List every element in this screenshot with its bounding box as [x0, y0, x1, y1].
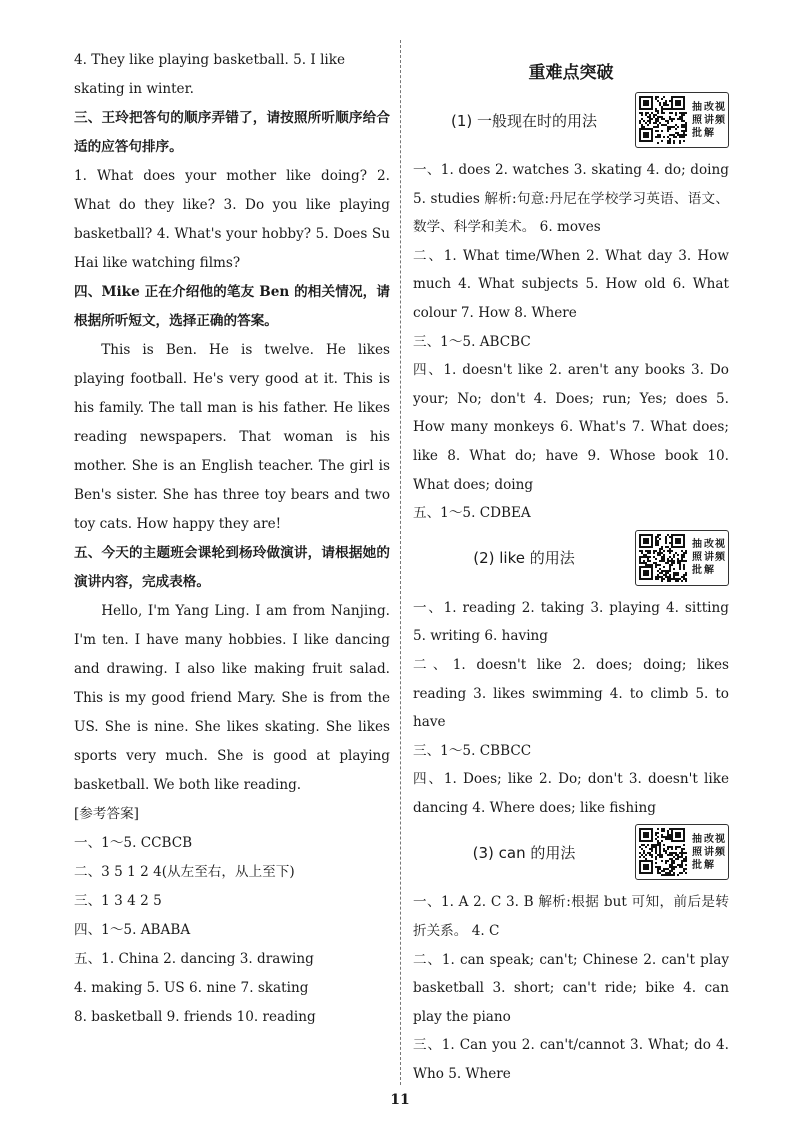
- qr-code-block[interactable]: [635, 530, 729, 586]
- subsection-title: (2) like 的用法: [473, 549, 575, 568]
- answer-line: 二、1. can speak; can't; Chinese 2. can't play basketball 3. short; can't ride; bike 4. can play the piano: [413, 951, 729, 1025]
- answer-line: 三、1～5. ABCBC: [413, 333, 531, 350]
- answer-key-label: [参考答案]: [74, 806, 139, 822]
- section-5-passage: Hello, I'm Yang Ling. I am from Nanjing. I'm ten. I have many hobbies. I like dancing and drawing. I also like making fruit salad. This is my good friend Mary. She is from the US. She is nine. She likes skating. She likes sports very much. She is good at playing basketball. We both like reading.: [74, 603, 390, 793]
- answer-line: 4. making 5. US 6. nine 7. skating: [74, 980, 309, 996]
- answer-line: 8. basketball 9. friends 10. reading: [74, 1009, 316, 1025]
- answer-line: 三、1～5. CBBCC: [413, 742, 532, 759]
- column-divider: [400, 40, 401, 1085]
- text-line: 4. They like playing basketball. 5. I like: [74, 52, 346, 68]
- answer-line: 四、1. doesn't like 2. aren't any books 3. Do your; No; don't 4. Does; run; Yes; does 5. How many monkeys 6. What's 7. What does; like 8. What do; have 9. Whose book 10. What does; doing: [413, 362, 729, 493]
- subsection-header-1: [413, 90, 729, 150]
- page-number: 11: [390, 1092, 410, 1108]
- answer-line: 四、1. Does; like 2. Do; don't 3. doesn't like dancing 4. Where does; like fishing: [413, 771, 729, 816]
- subsection-header-2: [413, 528, 729, 588]
- section-3-heading: 三、王玲把答句的顺序弄错了，请按照所听顺序给合适的应答句排序。: [74, 110, 390, 155]
- answer-line: 一、1～5. CCBCB: [74, 835, 193, 851]
- qr-label: 抽 照 批 改 讲 解 视 频: [692, 833, 725, 871]
- left-column: [74, 46, 390, 1032]
- qr-code-block[interactable]: [635, 824, 729, 880]
- text-line: skating in winter.: [74, 81, 194, 97]
- section-5-heading: 五、今天的主题班会课轮到杨玲做演讲，请根据她的演讲内容，完成表格。: [74, 545, 390, 590]
- answer-line: 二、3 5 1 2 4(从左至右，从上至下): [74, 864, 295, 880]
- qr-code-block[interactable]: [635, 92, 729, 148]
- answer-line: 五、1～5. CDBEA: [413, 505, 531, 522]
- answer-line: 一、1. reading 2. taking 3. playing 4. sitting 5. writing 6. having: [413, 599, 729, 645]
- answer-line: 五、1. China 2. dancing 3. drawing: [74, 951, 314, 967]
- right-column: [413, 46, 729, 1089]
- answer-line: 一、1. A 2. C 3. B 解析:根据 but 可知，前后是转折关系。 4. C: [413, 894, 729, 940]
- answer-line: 二、1. What time/When 2. What day 3. How much 4. What subjects 5. How old 6. What colour 7. How 8. Where: [413, 247, 729, 321]
- qr-code-icon: [639, 96, 687, 144]
- section-3-body: 1. What does your mother like doing? 2. What do they like? 3. Do you like playing basketball? 4. What's your hobby? 5. Does Su Hai like watching films?: [74, 168, 390, 271]
- answer-line: 三、1. Can you 2. can't/cannot 3. What; do 4. Who 5. Where: [413, 1037, 729, 1083]
- section-heading: 重难点突破: [528, 63, 614, 83]
- qr-code-icon: [639, 828, 687, 876]
- answer-line: 三、1 3 4 2 5: [74, 893, 162, 909]
- answer-line: 一、1. does 2. watches 3. skating 4. do; doing 5. studies 解析:句意:丹尼在学校学习英语、语文、数学、科学和美术。 6. moves: [413, 162, 729, 236]
- section-4-passage: This is Ben. He is twelve. He likes playing football. He's very good at it. This is his family. The tall man is his father. He likes reading newspapers. That woman is his mother. She is an English teacher. The girl is Ben's sister. She has three toy bears and two toy cats. How happy they are!: [74, 342, 390, 532]
- qr-label: 抽 照 批 改 讲 解 视 频: [692, 539, 725, 577]
- subsection-header-3: [413, 822, 729, 882]
- answer-line: 二、1. doesn't like 2. does; doing; likes reading 3. likes swimming 4. to climb 5. to have: [413, 656, 729, 731]
- subsection-title: (1) 一般现在时的用法: [450, 111, 598, 130]
- answer-line: 四、1～5. ABABA: [74, 922, 191, 938]
- qr-code-icon: [639, 534, 687, 582]
- section-4-heading: 四、Mike 正在介绍他的笔友 Ben 的相关情况，请根据所听短文，选择正确的答案。: [74, 284, 390, 329]
- subsection-title: (3) can 的用法: [472, 843, 576, 862]
- qr-label: 抽 照 批 改 讲 解 视 频: [692, 101, 725, 139]
